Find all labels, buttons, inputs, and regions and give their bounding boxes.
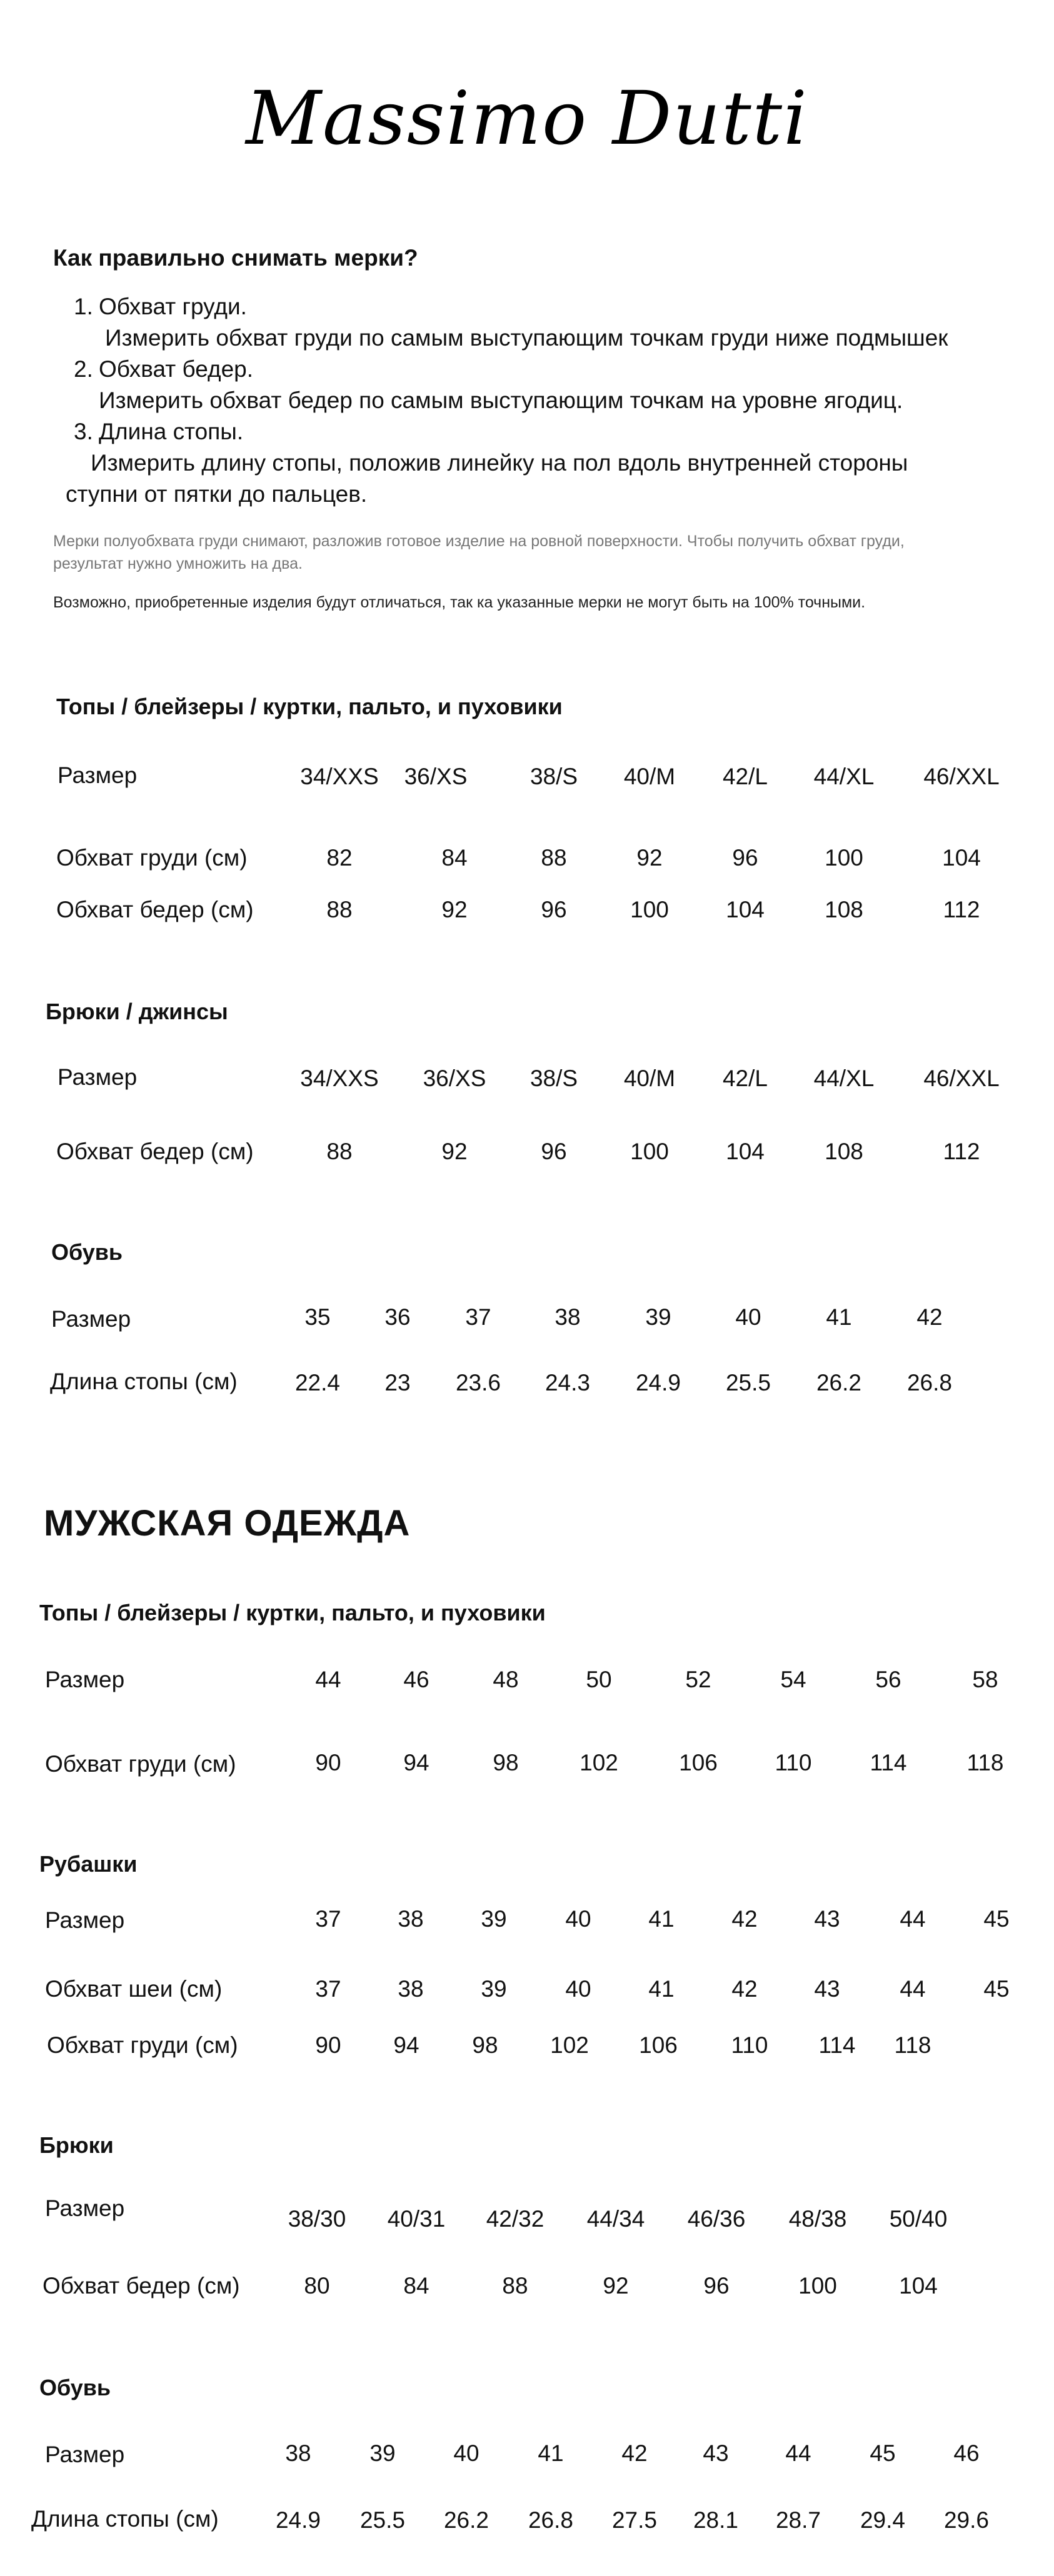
women-tops-size-cell: 46/XXL: [923, 764, 1000, 789]
women-tops-hips-cell: 104: [726, 897, 765, 922]
men-shirts-size-cell: 44: [900, 1906, 926, 1932]
women-pants-size-label: Размер: [58, 1064, 138, 1090]
men-shoes-size-cell: 43: [703, 2440, 729, 2466]
men-tops-size-cell: 56: [875, 1667, 901, 1692]
women-shoes-size-cell: 35: [304, 1304, 331, 1330]
men-shirts-chest-cell: 90: [315, 2032, 341, 2058]
men-tops-size-cell: 48: [493, 1667, 519, 1692]
women-tops-title: Топы / блейзеры / куртки, пальто, и пуховики: [56, 694, 563, 719]
women-tops-chest-cell: 92: [636, 845, 663, 871]
men-tops-size-cell: 44: [315, 1667, 341, 1692]
men-pants-size-cell: 50/40: [889, 2206, 948, 2232]
women-shoes-foot-cell: 23.6: [455, 1370, 501, 1395]
women-tops-chest-cell: 100: [825, 845, 863, 871]
men-shirts-chest-label: Обхват груди (см): [47, 2032, 238, 2058]
men-pants-size-label: Размер: [45, 2195, 125, 2221]
men-tops-chest-cell: 102: [580, 1750, 618, 1775]
women-pants-size-cell: 46/XXL: [923, 1066, 1000, 1091]
men-pants-hips-label: Обхват бедер (см): [43, 2273, 240, 2299]
women-shoes-size-cell: 38: [555, 1304, 581, 1330]
women-shoes-foot-cell: 24.3: [545, 1370, 590, 1395]
men-tops-size-label: Размер: [45, 1667, 125, 1692]
men-shirts-chest-cell: 102: [550, 2032, 589, 2058]
men-shirts-chest-cell: 118: [894, 2032, 931, 2058]
disclaimer: Возможно, приобретенные изделия будут отличаться, так ка указанные мерки не могут быть на 100% точными.: [53, 594, 866, 611]
women-pants-hips-cell: 92: [441, 1139, 468, 1164]
item-1-desc: Измерить обхват груди по самым выступающим точкам груди ниже подмышек: [105, 325, 948, 351]
item-3-number: 3.: [74, 419, 93, 444]
women-tops-size-cell: 34/XXS: [300, 764, 379, 789]
brand-logo: Massimo Dutti: [246, 75, 808, 161]
men-shoes-foot-cell: 27.5: [611, 2507, 657, 2533]
women-tops-chest-cell: 84: [441, 845, 468, 871]
men-shirts-size-cell: 45: [983, 1906, 1010, 1932]
women-shoes-title: Обувь: [51, 1239, 123, 1265]
men-pants-hips-cell: 84: [403, 2273, 429, 2299]
men-shoes-size-cell: 38: [285, 2440, 311, 2466]
men-tops-size-cell: 58: [972, 1667, 998, 1692]
item-2-number: 2.: [74, 356, 93, 382]
item-2-title: Обхват бедер.: [99, 356, 254, 382]
men-shoes-foot-cell: 29.4: [860, 2507, 905, 2533]
men-shoes-foot-cell: 29.6: [943, 2507, 989, 2533]
how-to-title: Как правильно снимать мерки?: [53, 245, 418, 271]
women-shoes-size-cell: 36: [384, 1304, 411, 1330]
women-pants-hips-cell: 108: [825, 1139, 863, 1164]
measure-note-line1: Мерки полуобхвата груди снимают, разложив готовое изделие на ровной поверхности. Чтобы получить обхват груди,: [53, 532, 905, 550]
men-shirts-title: Рубашки: [39, 1851, 138, 1877]
measure-note-line2: результат нужно умножить на два.: [53, 555, 303, 572]
men-shirts-chest-cell: 98: [472, 2032, 498, 2058]
women-shoes-foot-cell: 22.4: [294, 1370, 340, 1395]
women-shoes-foot-cell: 24.9: [635, 1370, 681, 1395]
women-shoes-size-cell: 41: [826, 1304, 852, 1330]
men-shoes-foot-cell: 28.7: [775, 2507, 821, 2533]
men-tops-size-cell: 52: [685, 1667, 711, 1692]
men-tops-chest-cell: 106: [679, 1750, 718, 1775]
men-shoes-foot-cell: 26.2: [443, 2507, 489, 2533]
men-shirts-neck-cell: 44: [900, 1976, 926, 2002]
men-shoes-size-cell: 45: [870, 2440, 896, 2466]
men-shirts-neck-cell: 37: [315, 1976, 341, 2002]
men-tops-chest-cell: 114: [870, 1750, 907, 1775]
item-1-title: Обхват груди.: [99, 294, 247, 319]
men-pants-title: Брюки: [39, 2132, 114, 2158]
men-tops-chest-cell: 94: [403, 1750, 429, 1775]
women-tops-size-cell: 44/XL: [813, 764, 875, 789]
women-pants-size-cell: 42/L: [722, 1066, 768, 1091]
women-tops-size-cell: 38/S: [530, 764, 578, 789]
men-shoes-foot-label: Длина стопы (см): [31, 2506, 219, 2532]
men-shoes-size-cell: 46: [953, 2440, 980, 2466]
men-pants-size-cell: 40/31: [387, 2206, 446, 2232]
men-pants-size-cell: 38/30: [288, 2206, 346, 2232]
item-1-number: 1.: [74, 294, 93, 319]
women-pants-hips-cell: 112: [943, 1139, 980, 1164]
men-shirts-chest-cell: 106: [639, 2032, 678, 2058]
item-2-desc: Измерить обхват бедер по самым выступающим точкам на уровне ягодиц.: [99, 387, 903, 413]
women-shoes-foot-cell: 26.2: [816, 1370, 861, 1395]
men-pants-size-cell: 46/36: [687, 2206, 746, 2232]
men-shirts-neck-cell: 45: [983, 1976, 1010, 2002]
item-3-desc-cont: ступни от пятки до пальцев.: [66, 481, 368, 507]
item-3-desc: Измерить длину стопы, положив линейку на пол вдоль внутренней стороны: [91, 450, 908, 476]
women-tops-hips-cell: 88: [326, 897, 353, 922]
men-pants-hips-cell: 88: [502, 2273, 528, 2299]
men-shoes-size-cell: 44: [785, 2440, 811, 2466]
women-tops-size-cell: 42/L: [722, 764, 768, 789]
men-shirts-neck-cell: 41: [648, 1976, 675, 2002]
men-pants-size-cell: 42/32: [486, 2206, 545, 2232]
men-shirts-chest-cell: 114: [818, 2032, 856, 2058]
women-shoes-foot-cell: 26.8: [906, 1370, 952, 1395]
women-tops-hips-cell: 96: [541, 897, 567, 922]
women-shoes-size-cell: 40: [735, 1304, 761, 1330]
men-tops-chest-cell: 110: [775, 1750, 812, 1775]
men-shirts-size-label: Размер: [45, 1907, 125, 1933]
men-tops-size-cell: 46: [403, 1667, 429, 1692]
men-shirts-neck-cell: 40: [565, 1976, 591, 2002]
women-tops-chest-cell: 82: [326, 845, 353, 871]
women-shoes-size-cell: 37: [465, 1304, 491, 1330]
men-pants-hips-cell: 104: [899, 2273, 938, 2299]
women-tops-chest-label: Обхват груди (см): [56, 845, 248, 871]
men-shirts-size-cell: 39: [481, 1906, 507, 1932]
women-tops-size-cell: 36/XS: [404, 764, 468, 789]
women-tops-chest-cell: 104: [942, 845, 981, 871]
men-shirts-size-cell: 41: [648, 1906, 675, 1932]
men-heading: МУЖСКАЯ ОДЕЖДА: [44, 1503, 411, 1544]
men-shoes-size-cell: 40: [453, 2440, 479, 2466]
women-pants-title: Брюки / джинсы: [46, 999, 228, 1024]
men-shirts-size-cell: 38: [398, 1906, 424, 1932]
women-pants-hips-cell: 96: [541, 1139, 567, 1164]
women-pants-hips-cell: 100: [630, 1139, 669, 1164]
men-shoes-title: Обувь: [39, 2375, 111, 2400]
men-pants-hips-cell: 80: [304, 2273, 330, 2299]
women-pants-size-cell: 40/M: [623, 1066, 676, 1091]
men-shoes-foot-cell: 26.8: [528, 2507, 573, 2533]
women-tops-hips-label: Обхват бедер (см): [56, 897, 254, 922]
women-pants-hips-cell: 104: [726, 1139, 765, 1164]
men-shoes-foot-cell: 25.5: [359, 2507, 405, 2533]
men-shoes-size-cell: 39: [369, 2440, 396, 2466]
women-shoes-foot-label: Длина стопы (см): [50, 1369, 238, 1394]
women-tops-size-label: Размер: [58, 762, 138, 788]
item-3-title: Длина стопы.: [99, 419, 244, 444]
women-pants-hips-label: Обхват бедер (см): [56, 1139, 254, 1164]
men-pants-size-cell: 44/34: [586, 2206, 645, 2232]
men-shoes-foot-cell: 24.9: [275, 2507, 321, 2533]
men-shoes-size-label: Размер: [45, 2442, 125, 2467]
men-tops-chest-cell: 118: [966, 1750, 1004, 1775]
men-shirts-neck-cell: 38: [398, 1976, 424, 2002]
women-shoes-foot-cell: 25.5: [725, 1370, 771, 1395]
women-tops-hips-cell: 100: [630, 897, 669, 922]
men-shirts-chest-cell: 94: [393, 2032, 419, 2058]
men-tops-size-cell: 50: [586, 1667, 612, 1692]
men-shirts-size-cell: 42: [731, 1906, 758, 1932]
men-shirts-neck-label: Обхват шеи (см): [45, 1976, 223, 2002]
women-tops-chest-cell: 96: [732, 845, 758, 871]
men-tops-title: Топы / блейзеры / куртки, пальто, и пуховики: [39, 1600, 546, 1625]
men-pants-size-cell: 48/38: [788, 2206, 847, 2232]
men-tops-chest-cell: 98: [493, 1750, 519, 1775]
men-shoes-size-cell: 41: [538, 2440, 564, 2466]
men-pants-hips-cell: 100: [798, 2273, 837, 2299]
women-tops-chest-cell: 88: [541, 845, 567, 871]
women-shoes-size-cell: 39: [645, 1304, 671, 1330]
men-shirts-neck-cell: 43: [814, 1976, 840, 2002]
women-tops-size-cell: 40/M: [623, 764, 676, 789]
women-shoes-size-label: Размер: [51, 1306, 131, 1332]
measure-note: [53, 530, 1003, 575]
men-shirts-neck-cell: 39: [481, 1976, 507, 2002]
men-shoes-foot-cell: 28.1: [693, 2507, 738, 2533]
men-shirts-chest-cell: 110: [731, 2032, 768, 2058]
men-tops-size-cell: 54: [780, 1667, 806, 1692]
men-shoes-size-cell: 42: [621, 2440, 648, 2466]
women-pants-size-cell: 44/XL: [813, 1066, 875, 1091]
men-shirts-neck-cell: 42: [731, 1976, 758, 2002]
women-tops-hips-cell: 108: [825, 897, 863, 922]
women-pants-size-cell: 36/XS: [423, 1066, 486, 1091]
women-shoes-size-cell: 42: [916, 1304, 943, 1330]
women-tops-hips-cell: 92: [441, 897, 468, 922]
women-shoes-foot-cell: 23: [384, 1370, 411, 1395]
women-pants-size-cell: 34/XXS: [300, 1066, 379, 1091]
women-pants-hips-cell: 88: [326, 1139, 353, 1164]
men-pants-hips-cell: 96: [703, 2273, 730, 2299]
women-tops-hips-cell: 112: [943, 897, 980, 922]
men-shirts-size-cell: 40: [565, 1906, 591, 1932]
men-pants-hips-cell: 92: [603, 2273, 629, 2299]
men-tops-chest-label: Обхват груди (см): [45, 1751, 236, 1777]
women-pants-size-cell: 38/S: [530, 1066, 578, 1091]
men-tops-chest-cell: 90: [315, 1750, 341, 1775]
men-shirts-size-cell: 37: [315, 1906, 341, 1932]
men-shirts-size-cell: 43: [814, 1906, 840, 1932]
